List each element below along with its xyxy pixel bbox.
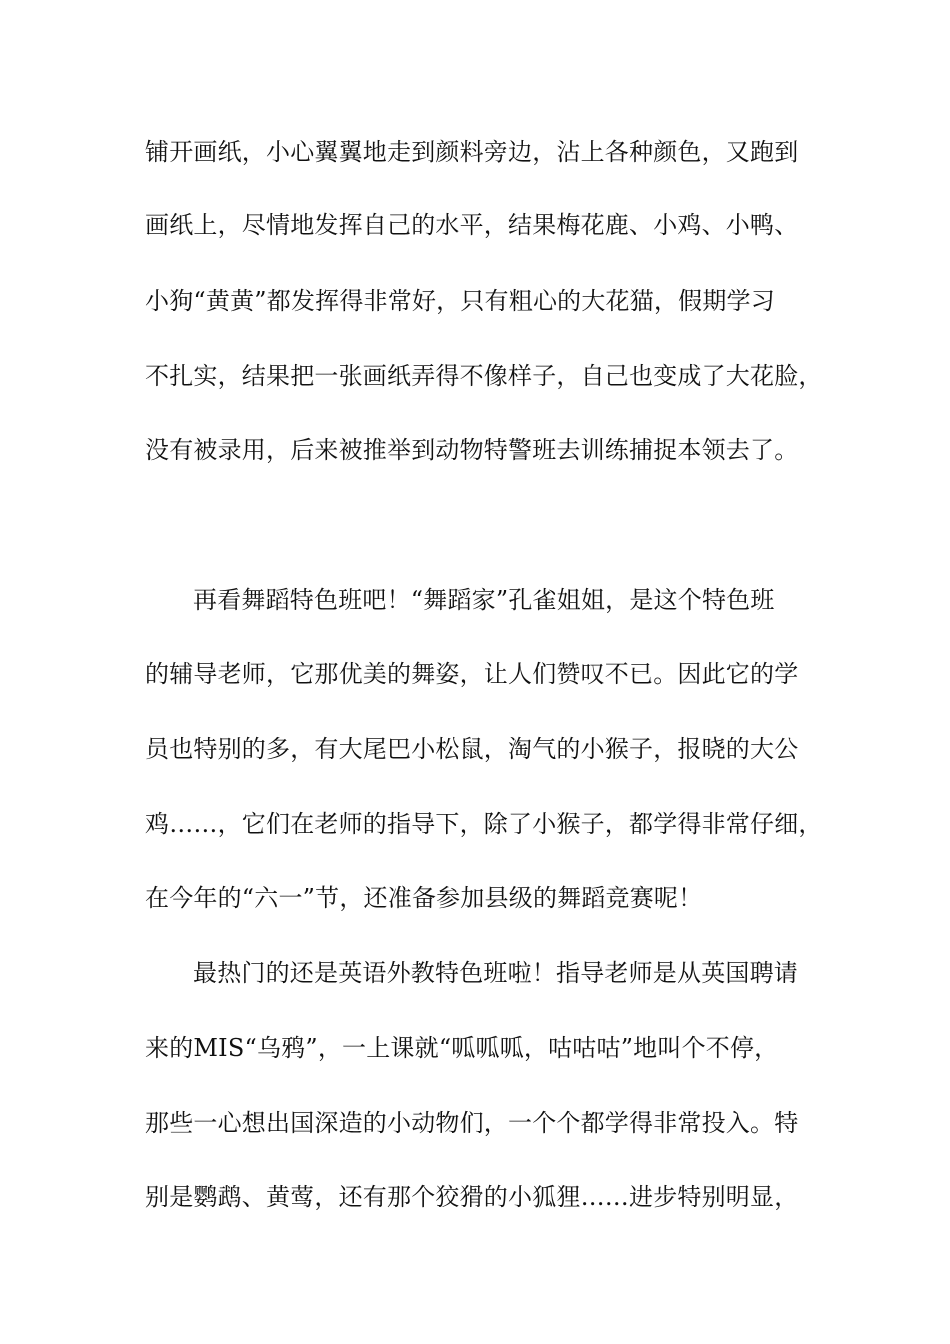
text-line: 员也特别的多，有大尾巴小松鼠，淘气的小猴子，报晓的大公	[145, 735, 799, 763]
text-line: 再看舞蹈特色班吧！“舞蹈家”孔雀姐姐，是这个特色班	[193, 586, 775, 614]
text-line: 那些一心想出国深造的小动物们，一个个都学得非常投入。特	[145, 1109, 799, 1137]
text-line: 小狗“黄黄”都发挥得非常好，只有粗心的大花猫，假期学习	[145, 287, 775, 315]
text-line: 画纸上，尽情地发挥自己的水平，结果梅花鹿、小鸡、小鸭、	[145, 211, 799, 239]
text-line: 没有被录用，后来被推举到动物特警班去训练捕捉本领去了。	[145, 436, 799, 464]
text-line: 不扎实，结果把一张画纸弄得不像样子，自己也变成了大花脸，	[145, 362, 823, 390]
text-line: 的辅导老师，它那优美的舞姿，让人们赞叹不已。因此它的学	[145, 660, 799, 688]
text-line: 铺开画纸，小心翼翼地走到颜料旁边，沾上各种颜色，又跑到	[145, 138, 799, 166]
text-line: 最热门的还是英语外教特色班啦！指导老师是从英国聘请	[193, 959, 798, 987]
text-line: 来的MIS“乌鸦”，一上课就“呱呱呱，咕咕咕”地叫个不停，	[145, 1034, 779, 1062]
text-line: 鸡……，它们在老师的指导下，除了小猴子，都学得非常仔细，	[145, 810, 823, 838]
text-line: 在今年的“六一”节，还准备参加县级的舞蹈竞赛呢！	[145, 884, 703, 912]
text-line: 别是鹦鹉、黄莺，还有那个狡猾的小狐狸……进步特别明显，	[145, 1183, 799, 1211]
